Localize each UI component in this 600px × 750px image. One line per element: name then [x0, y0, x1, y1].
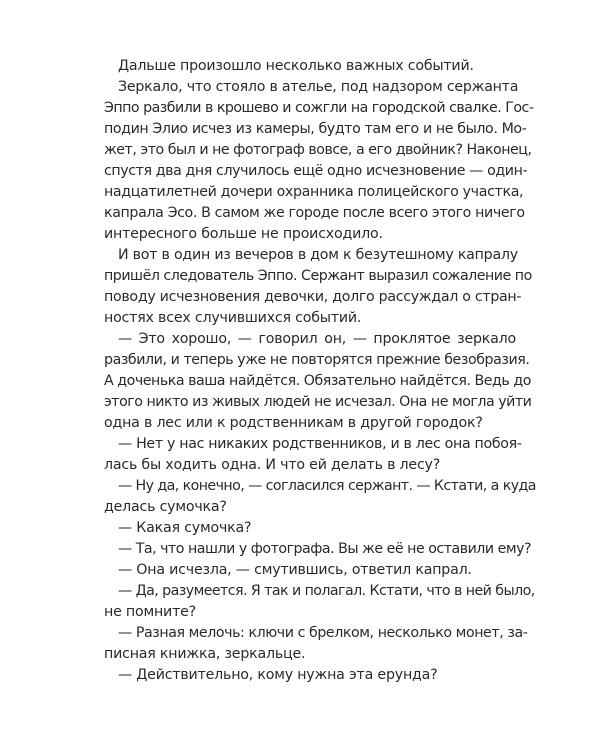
text-line: — Какая сумочка? [118, 520, 252, 536]
text-line: Зеркало, что стояло в ателье, под надзором сержанта [118, 79, 519, 95]
text-line: лась бы ходить одна. И что ей делать в лесу? [104, 457, 441, 473]
text-line: И вот в один из вечеров в дом к безутешному капралу [118, 247, 518, 263]
text-line: интересного больше не происходило. [104, 226, 383, 242]
text-line: капрала Эсо. В самом же городе после всего этого ничего [104, 205, 525, 221]
text-line: — Ну да, конечно, — согласился сержант. — Кстати, а куда [118, 478, 536, 494]
text-line: подин Элио исчез из камеры, будто там его и не было. Мо- [104, 121, 527, 137]
text-line: А доченька ваша найдётся. Обязательно найдётся. Ведь до [104, 373, 531, 389]
text-line: пришёл следователь Эппо. Сержант выразил сожаление по [104, 268, 532, 284]
text-line: Эппо разбили в крошево и сожгли на городской свалке. Гос- [104, 100, 534, 116]
text-line: — Разная мелочь: ключи с брелком, несколько монет, за- [118, 625, 528, 641]
text-line: — Действительно, кому нужна эта ерунда? [118, 667, 438, 683]
body-text [104, 56, 536, 686]
text-line: писная книжка, зеркальце. [104, 646, 306, 662]
text-line: жет, это был и не фотограф вовсе, а его двойник? Наконец, [104, 142, 532, 158]
text-line: не помните? [104, 604, 196, 620]
text-line: поводу исчезновения девочки, долго рассуждал о стран- [104, 289, 522, 305]
text-line: одна в лес или к родственникам в другой городок? [104, 415, 483, 431]
text-line: ностях всех случившихся событий. [104, 310, 362, 326]
text-line: спустя два дня случилось ещё одно исчезновение — один- [104, 163, 528, 179]
text-line: — Она исчезла, — смутившись, ответил капрал. [118, 562, 472, 578]
text-line: — Это хорошо, — говорил он, — проклятое зеркало [118, 331, 516, 347]
text-line: — Нет у нас никаких родственников, и в лес она побоя- [118, 436, 522, 452]
text-line: — Та, что нашли у фотографа. Вы же её не оставили ему? [118, 541, 532, 557]
text-line: делась сумочка? [104, 499, 227, 515]
text-line: — Да, разумеется. Я так и полагал. Кстати, что в ней было, [118, 583, 535, 599]
text-line: этого никто из живых людей не исчезал. Она не могла уйти [104, 394, 532, 410]
text-line: разбили, и теперь уже не повторятся прежние безобразия. [104, 352, 530, 368]
text-line: Дальше произошло несколько важных событий. [118, 58, 474, 74]
text-line: надцатилетней дочери охранника полицейского участка, [104, 184, 524, 200]
